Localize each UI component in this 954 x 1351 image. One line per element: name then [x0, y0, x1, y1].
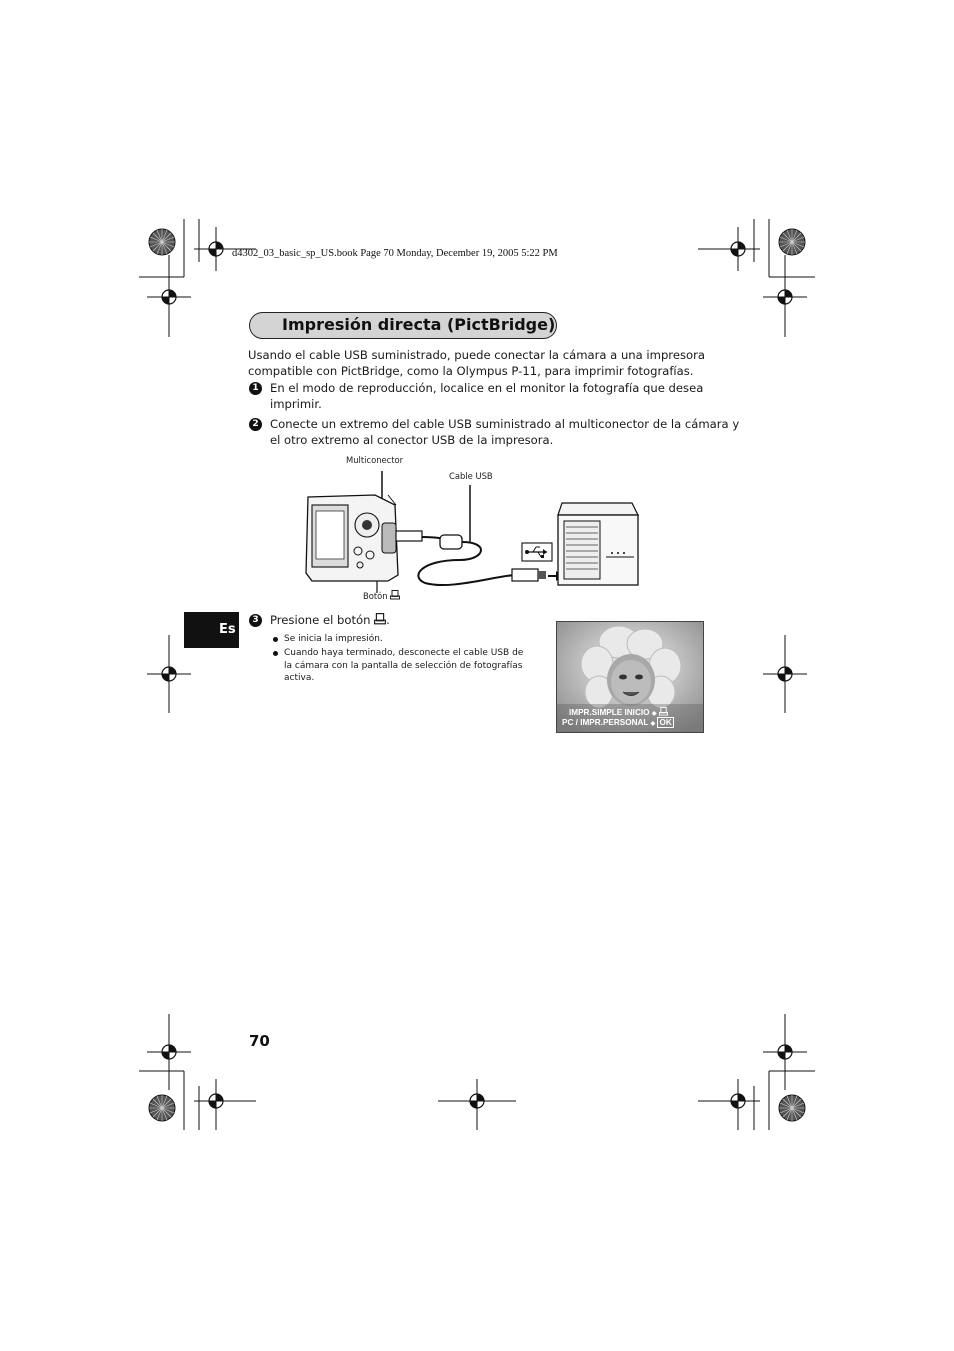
color-target-icon — [149, 229, 175, 255]
bullet-dot — [273, 637, 278, 642]
step-3-text — [270, 613, 390, 629]
label-boton-text: Botón — [363, 591, 388, 601]
page-number: 70 — [249, 1032, 270, 1050]
step-line: Conecte un extremo del cable USB suministrado al multiconector de la cámara y — [270, 417, 740, 431]
connection-diagram — [300, 465, 640, 595]
label-cable-usb: Cable USB — [449, 471, 493, 481]
menu-option-simple-print — [569, 707, 668, 717]
step-line: . — [386, 613, 390, 627]
bullet-icon: ◆ — [650, 721, 656, 727]
bullet-line: la cámara con la pantalla de selección de fotografías — [284, 660, 523, 671]
color-target-icon — [779, 1095, 805, 1121]
step-line: el otro extremo al conector USB de la impresora. — [270, 432, 554, 447]
bullet-line: activa. — [284, 673, 315, 683]
intro-paragraph — [248, 348, 705, 379]
step-number-2: 2 — [249, 418, 262, 431]
bullet-dot — [273, 651, 278, 656]
bullet-line: Cuando haya terminado, desconecte el cable USB de — [284, 648, 524, 658]
usb-icon — [522, 543, 552, 561]
bullet-1 — [284, 633, 383, 646]
step-2-text — [270, 417, 739, 448]
camera-illustration — [306, 495, 398, 581]
step-line: Presione el botón — [270, 613, 371, 627]
intro-line: compatible con PictBridge, como la Olympus P-11, para imprimir fotografías. — [248, 363, 694, 378]
menu-option-label: IMPR.SIMPLE INICIO — [569, 708, 650, 717]
step-line: imprimir. — [270, 396, 322, 411]
language-tab: Es — [184, 612, 239, 648]
file-info-line: d4302_03_basic_sp_US.book Page 70 Monday, December 19, 2005 5:22 PM — [232, 248, 558, 259]
step-line: En el modo de reproducción, localice en el monitor la fotografía que desea — [270, 381, 704, 395]
step-number-3: 3 — [249, 614, 262, 627]
color-target-icon — [149, 1095, 175, 1121]
print-icon — [374, 613, 386, 625]
print-icon — [659, 707, 668, 716]
step-1-text — [270, 381, 703, 412]
label-multiconector: Multiconector — [346, 455, 404, 465]
intro-line: Usando el cable USB suministrado, puede conectar la cámara a una impresora — [248, 348, 705, 362]
menu-option-pc-custom-print — [562, 718, 674, 727]
bullet-icon: ◆ — [651, 711, 657, 717]
color-target-icon — [779, 229, 805, 255]
menu-option-label: PC / IMPR.PERSONAL — [562, 718, 649, 727]
bullet-2 — [284, 647, 523, 685]
ok-button-label: OK — [659, 718, 672, 727]
step-number-1: 1 — [249, 382, 262, 395]
bullet-line: Se inicia la impresión. — [284, 634, 383, 644]
section-title: Impresión directa (PictBridge) — [282, 315, 556, 334]
camera-lcd-screen — [556, 621, 704, 733]
printer-illustration — [558, 503, 638, 585]
